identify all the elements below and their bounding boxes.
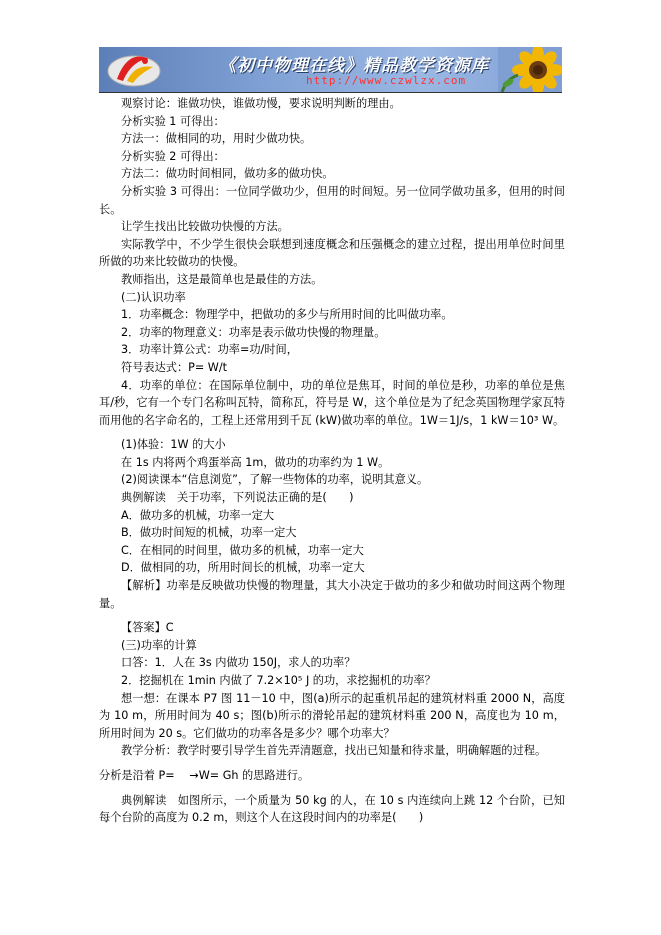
text-line: 1．功率概念：物理学中，把做功的多少与所用时间的比叫做功率。 (121, 308, 453, 322)
text-line: 教师指出，这是最简单也是最佳的方法。 (121, 272, 323, 286)
option-a: A．做功多的机械，功率一定大 (121, 508, 275, 522)
logo-icon (105, 49, 163, 91)
text-line: 分析是沿着 P= →W= Gh 的思路进行。 (99, 768, 310, 782)
text-line: (1)体验：1W 的大小 (121, 438, 226, 452)
site-title: 《初中物理在线》精品教学资源库 (219, 56, 489, 76)
option-b: B．做功时间短的机械，功率一定大 (121, 526, 297, 540)
text-line: 观察讨论：谁做功快，谁做功慢，要求说明判断的理由。 (121, 97, 401, 110)
example-question: 典例解读 如图所示，一个质量为 50 kg 的人，在 10 s 内连续向上跳 12 个台阶，已知每个台阶的高度为 0.2 m，则这个人在这段时间内的功率是( ) (99, 793, 565, 825)
text-line: 方法一：做相同的功，用时少做功快。 (121, 132, 312, 146)
answer-text: 【答案】C (121, 621, 174, 635)
text-line: 分析实验 1 可得出： (121, 114, 225, 128)
text-line: 实际教学中，不少学生很快会联想到速度概念和压强概念的建立过程，提出用单位时间里所做的功来比较做功的快慢。 (99, 237, 565, 269)
document-body (99, 95, 565, 827)
text-line: (2)阅读课本“信息浏览”，了解一些物体的功率，说明其意义。 (121, 473, 429, 487)
text-line: 想一想：在课本 P7 图 11－10 中，图(a)所示的起重机吊起的建筑材料重 2000 N，高度为 10 m，所用时间为 40 s；图(b)所示的滑轮吊起的建筑材料重 200 N，高度也为 10 m，所用时间为 20 s。它们做功的功率各是多少？哪个功率大？ (99, 691, 565, 740)
text-line: 2．功率的物理意义：功率是表示做功快慢的物理量。 (121, 325, 386, 339)
text-line: 教学分析：教学时要引导学生首先弄清题意，找出已知量和待求量，明确解题的过程。 (121, 744, 547, 758)
example-question: 典例解读 关于功率，下列说法正确的是( ) (121, 491, 354, 505)
option-c: C．在相同的时间里，做功多的机械，功率一定大 (121, 543, 364, 557)
sunflower-icon (498, 47, 562, 92)
text-line: 分析实验 2 可得出： (121, 149, 225, 163)
text-line: 让学生找出比较做功快慢的方法。 (121, 220, 289, 234)
option-d: D．做相同的功，所用时间长的机械，功率一定大 (121, 561, 365, 575)
section-heading: (三)功率的计算 (121, 638, 197, 652)
formula-line: 符号表达式：P= W/t (121, 360, 228, 374)
text-line: 2．挖掘机在 1min 内做了 7.2×10⁵ J 的功，求挖掘机的功率？ (121, 674, 436, 687)
text-line: 口答：1．人在 3s 内做功 150J，求人的功率？ (121, 656, 356, 670)
section-heading: (二)认识功率 (121, 290, 186, 304)
analysis-text: 【解析】功率是反映做功快慢的物理量，其大小决定于做功的多少和做功时间这两个物理量。 (99, 579, 565, 610)
text-line: 4．功率的单位：在国际单位制中，功的单位是焦耳，时间的单位是秒，功率的单位是焦耳/秒，它有一个专门名称叫瓦特，简称瓦，符号是 W，这个单位是为了纪念英国物理学家瓦特而用他的名字命名的，工程上还常用到千瓦 (kW)做功率的单位。1W＝1J/s，1 kW＝10³ W。 (99, 378, 565, 427)
site-url[interactable]: http://www.czwlzx.com (306, 74, 467, 87)
text-line: 3．功率计算公式：功率=功/时间， (121, 343, 298, 357)
text-line: 在 1s 内将两个鸡蛋举高 1m，做功的功率约为 1 W。 (121, 455, 390, 469)
text-line: 方法二：做功时间相同，做功多的做功快。 (121, 167, 334, 181)
text-line: 分析实验 3 可得出：一位同学做功少，但用的时间短。另一位同学做功虽多，但用的时间长。 (99, 184, 565, 216)
header-banner (99, 47, 562, 93)
